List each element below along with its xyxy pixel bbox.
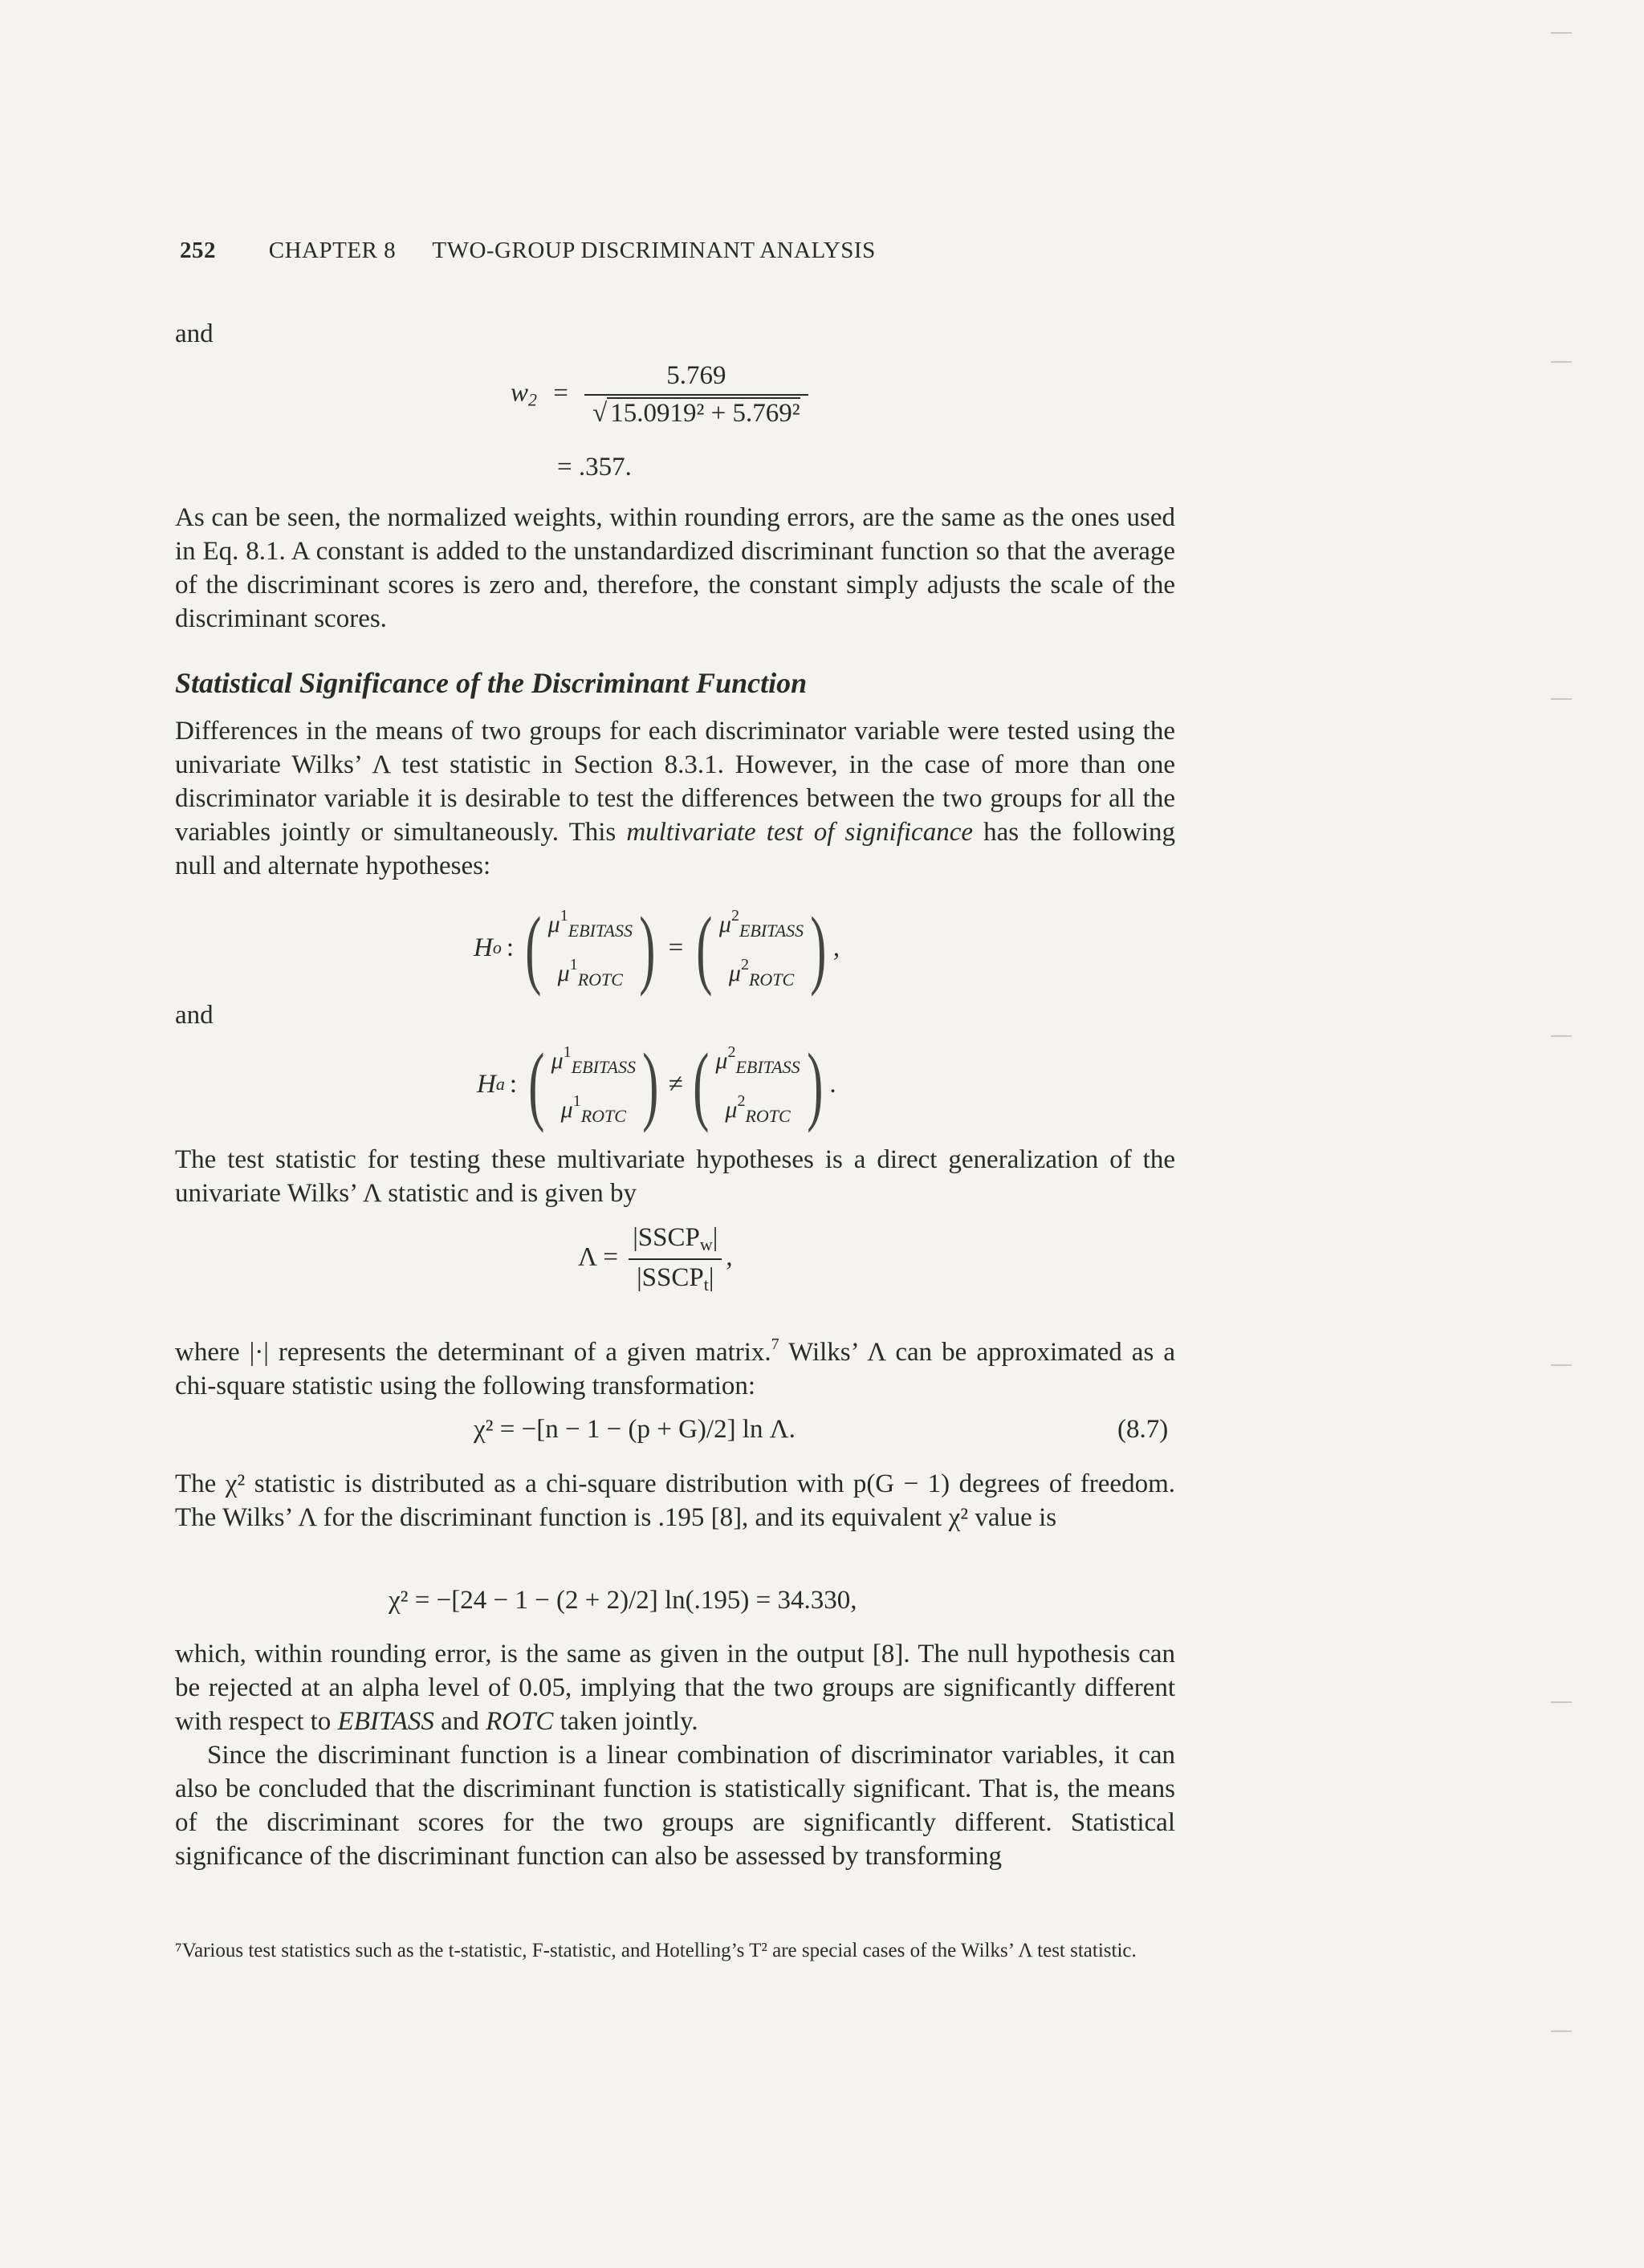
wilks-lambda-equation: Λ = $\frac{|SSCP_w|}{|SSCP_t|}$ , <box>578 1223 733 1295</box>
w2-equation: $w_2$ = $\frac{5.769}{\text{√ 15.0919² + 5.769²}}$ <box>511 361 808 429</box>
w2-lhs-sub: 2 <box>528 389 538 410</box>
footnote-marker: 7 <box>771 1335 779 1353</box>
h0-label: H <box>474 933 493 962</box>
running-header <box>180 238 876 264</box>
edge-mark <box>1551 698 1572 700</box>
w2-result: = .357. <box>557 453 632 482</box>
paragraph-text: The test statistic for testing these multivariate hypotheses is a direct generalization of the univariate Wilks’ Λ statistic and is given by <box>175 1145 1175 1208</box>
paragraph-text: where |·| represents the determinant of a given matrix. <box>175 1338 771 1367</box>
footnote: ⁷Various test statistics such as the t-statistic, F-statistic, and Hotelling’s T² are special cases of the Wilks’ Λ test statistic. <box>175 1940 1137 1961</box>
h0-operator: = <box>668 933 684 962</box>
paragraph-determinant <box>175 1327 1175 1403</box>
ha-label-sub: a <box>495 1074 505 1094</box>
edge-mark <box>1551 1364 1572 1366</box>
w2-numerator: 5.769 <box>666 361 726 390</box>
paragraph-text-end: Wilks’ Λ can be approximated as a chi-square statistic using the following transformation: <box>175 1338 1175 1400</box>
paragraph-text: As can be seen, the normalized weights, within rounding errors, are the same as the ones used in Eq. 8.1. A constant is added to the unstandardized discriminant function so that the average of the discriminant scores is zero and, therefore, the constant simply adjusts the scale of the discriminant scores. <box>175 503 1175 633</box>
paragraph-text-end: has the following null and alternate hypotheses: <box>175 818 1175 880</box>
alternate-hypothesis-equation: H a : ( $\mu^1_{EBITASS}$ $\mu^1_{ROTC}$ ) ≠ ( $\mu^2_{EBITASS}$ $\mu^2_{ROTC}$ ) . <box>477 1035 836 1133</box>
edge-mark <box>1551 361 1572 363</box>
null-hypothesis-equation: H o : ( $\mu^1_{EBITASS}$ $\mu^1_{ROTC}$ ) = ( $\mu^2_{EBITASS}$ $\mu^2_{ROTC}$ ) , <box>474 899 840 997</box>
w2-lhs: w <box>511 378 529 408</box>
paragraph-text: Differences in the means of two groups for each discriminator variable were tested using the univariate Wilks’ Λ test statistic in Section 8.3.1. However, in the case of more than one discriminator variable it is desirable to test the differences between the two groups for all the variables jointly or simultaneously. This <box>175 717 1175 847</box>
ha-label: H <box>477 1069 496 1099</box>
paragraph-rejection: which, within rounding error, is the same as given in the output [8]. The null hypothesis can be rejected at an alpha level of 0.05, implying that the two groups are significantly different with respect to EBITASS and ROTC taken jointly. Since the discriminant function is a linear combination of discriminator variables, it can also be concluded that the discriminant function is statistically significant. That is, the means of the discriminant scores for the two groups are significantly different. Statistical significance of the discriminant function can also be assessed by transforming <box>175 1637 1175 1873</box>
variable-rotc: ROTC <box>486 1707 554 1736</box>
page-number: 252 <box>180 238 216 263</box>
chapter-title: TWO-GROUP DISCRIMINANT ANALYSIS <box>432 238 876 263</box>
chapter-label: CHAPTER 8 <box>268 238 397 263</box>
edge-mark <box>1551 1035 1572 1037</box>
edge-mark <box>1551 32 1572 34</box>
paragraph-normalized-weights <box>175 501 1175 636</box>
lambda-lhs: Λ = <box>578 1242 618 1272</box>
w2-denominator: 15.0919² + 5.769² <box>607 397 800 428</box>
paragraph-chi-square <box>175 1467 1175 1534</box>
paragraph-test-statistic <box>175 1143 1175 1210</box>
paragraph-text: The χ² statistic is distributed as a chi-square distribution with p(G − 1) degrees of freedom. The Wilks’ Λ for the discriminant function is .195 [8], and its equivalent χ² value is <box>175 1469 1175 1532</box>
edge-mark <box>1551 1701 1572 1703</box>
ha-operator: ≠ <box>668 1069 683 1099</box>
paragraph-since: Since the discriminant function is a linear combination of discriminator variables, it can also be concluded that the discriminant function is statistically significant. That is, the means of the discriminant scores for the two groups are significantly different. Statistical significance of the discriminant function can also be assessed by transforming <box>175 1741 1175 1871</box>
edge-mark <box>1551 2030 1572 2032</box>
paragraph-text: which, within rounding error, is the same as given in the output [8]. The null hypothesis can be rejected at an alpha level of 0.05, implying that the two groups are significantly different with respect to <box>175 1640 1175 1736</box>
equation-number: (8.7) <box>1117 1415 1169 1444</box>
intro-and: and <box>175 319 214 348</box>
chi-square-equation: χ² = −[n − 1 − (p + G)/2] ln Λ. <box>474 1415 796 1444</box>
emphasis-text: multivariate test of significance <box>626 818 973 847</box>
w2-fraction: $\frac{5.769}{\text{√ 15.0919² + 5.769²}}$ <box>584 361 808 429</box>
mid-and: and <box>175 1001 214 1030</box>
lambda-denominator: |SSCP <box>637 1263 704 1292</box>
paragraph-differences <box>175 714 1175 883</box>
section-title: Statistical Significance of the Discriminant Function <box>175 667 808 699</box>
chi-square-value-equation: χ² = −[24 − 1 − (2 + 2)/2] ln(.195) = 34.330, <box>389 1586 857 1615</box>
variable-ebitass: EBITASS <box>337 1707 434 1736</box>
h0-label-sub: o <box>492 937 502 957</box>
lambda-numerator: |SSCP <box>633 1223 700 1252</box>
